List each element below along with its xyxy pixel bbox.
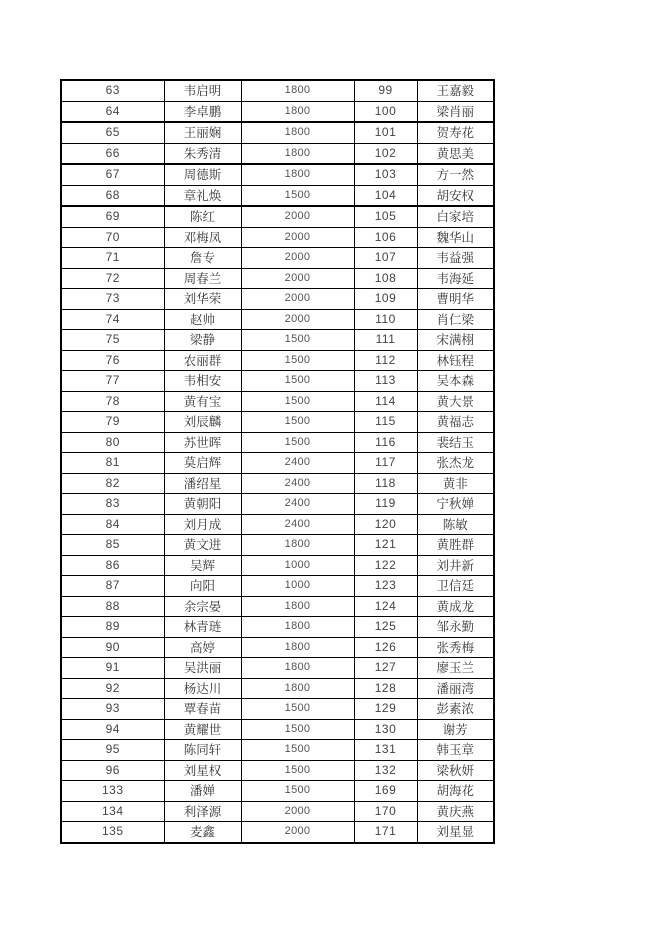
cell-number-right[interactable]: 132: [354, 760, 417, 781]
table-row: [61, 122, 494, 143]
cell-number-right[interactable]: 118: [354, 473, 417, 494]
table-row: [61, 514, 494, 535]
cell-number-right[interactable]: 103: [354, 164, 417, 185]
cell-name-right[interactable]: 彭素浓: [417, 699, 494, 720]
cell-number-right[interactable]: 121: [354, 535, 417, 556]
cell-number-right[interactable]: 125: [354, 617, 417, 638]
cell-name-right[interactable]: 方一然: [417, 164, 494, 185]
cell-amount[interactable]: 1800: [241, 122, 354, 143]
cell-amount[interactable]: 1500: [241, 719, 354, 740]
cell-amount[interactable]: 1500: [241, 432, 354, 453]
cell-amount[interactable]: 2000: [241, 309, 354, 330]
table-row: [61, 637, 494, 658]
cell-name-left[interactable]: 潘婵: [164, 781, 241, 802]
cell-name-left[interactable]: 莫启辉: [164, 453, 241, 474]
cell-number-right[interactable]: 117: [354, 453, 417, 474]
cell-number-left[interactable]: 64: [61, 101, 164, 122]
cell-number-left[interactable]: 86: [61, 555, 164, 576]
cell-name-right[interactable]: 贺寿花: [417, 122, 494, 143]
cell-number-left[interactable]: 85: [61, 535, 164, 556]
table-row: [61, 350, 494, 371]
table-row: [61, 101, 494, 122]
cell-name-left[interactable]: 杨达川: [164, 678, 241, 699]
cell-number-left[interactable]: 74: [61, 309, 164, 330]
table-row: [61, 185, 494, 206]
table-row: [61, 371, 494, 392]
table-row: [61, 617, 494, 638]
cell-number-right[interactable]: 112: [354, 350, 417, 371]
cell-name-right[interactable]: 谢芳: [417, 719, 494, 740]
cell-name-right[interactable]: 梁秋妍: [417, 760, 494, 781]
cell-name-left[interactable]: 高婷: [164, 637, 241, 658]
cell-name-left[interactable]: 吴辉: [164, 555, 241, 576]
cell-number-left[interactable]: 83: [61, 494, 164, 515]
cell-number-right[interactable]: 131: [354, 740, 417, 761]
cell-number-left[interactable]: 76: [61, 350, 164, 371]
cell-name-right[interactable]: 白家培: [417, 206, 494, 227]
cell-number-right[interactable]: 170: [354, 801, 417, 822]
cell-amount[interactable]: 1800: [241, 143, 354, 164]
cell-number-left[interactable]: 72: [61, 268, 164, 289]
cell-number-right[interactable]: 122: [354, 555, 417, 576]
cell-name-right[interactable]: 陈敏: [417, 514, 494, 535]
table-row: [61, 822, 494, 843]
cell-number-left[interactable]: 79: [61, 412, 164, 433]
cell-name-left[interactable]: 麦鑫: [164, 822, 241, 843]
cell-number-left[interactable]: 67: [61, 164, 164, 185]
cell-name-left[interactable]: 刘华荣: [164, 289, 241, 310]
table-row: [61, 453, 494, 474]
cell-number-right[interactable]: 124: [354, 596, 417, 617]
cell-name-left[interactable]: 利泽源: [164, 801, 241, 822]
cell-number-left[interactable]: 91: [61, 658, 164, 679]
cell-number-left[interactable]: 93: [61, 699, 164, 720]
cell-number-left[interactable]: 81: [61, 453, 164, 474]
cell-number-right[interactable]: 101: [354, 122, 417, 143]
cell-amount[interactable]: 1800: [241, 617, 354, 638]
table-row: [61, 719, 494, 740]
cell-number-left[interactable]: 90: [61, 637, 164, 658]
cell-number-left[interactable]: 66: [61, 143, 164, 164]
cell-number-left[interactable]: 65: [61, 122, 164, 143]
cell-amount[interactable]: 1500: [241, 740, 354, 761]
cell-amount[interactable]: 1000: [241, 576, 354, 597]
table-row: [61, 494, 494, 515]
cell-number-left[interactable]: 88: [61, 596, 164, 617]
cell-name-right[interactable]: 宁秋婵: [417, 494, 494, 515]
table-row: [61, 143, 494, 164]
cell-name-left[interactable]: 章礼焕: [164, 185, 241, 206]
cell-amount[interactable]: 1800: [241, 678, 354, 699]
cell-number-left[interactable]: 68: [61, 185, 164, 206]
cell-name-left[interactable]: 李卓鹏: [164, 101, 241, 122]
cell-amount[interactable]: 1500: [241, 350, 354, 371]
cell-name-right[interactable]: 廖玉兰: [417, 658, 494, 679]
table-row: [61, 596, 494, 617]
table-row: [61, 781, 494, 802]
table-row: [61, 227, 494, 248]
cell-name-right[interactable]: 曹明华: [417, 289, 494, 310]
table-body: [61, 80, 494, 843]
cell-name-left[interactable]: 邓梅凤: [164, 227, 241, 248]
cell-name-right[interactable]: 卫信廷: [417, 576, 494, 597]
table-row: [61, 309, 494, 330]
cell-amount[interactable]: 2000: [241, 801, 354, 822]
cell-number-right[interactable]: 100: [354, 101, 417, 122]
cell-name-right[interactable]: 韦海延: [417, 268, 494, 289]
cell-name-left[interactable]: 黄文进: [164, 535, 241, 556]
cell-amount[interactable]: 2000: [241, 206, 354, 227]
cell-amount[interactable]: 1800: [241, 596, 354, 617]
cell-amount[interactable]: 1500: [241, 330, 354, 351]
cell-number-right[interactable]: 102: [354, 143, 417, 164]
cell-name-left[interactable]: 詹专: [164, 248, 241, 269]
cell-number-left[interactable]: 69: [61, 206, 164, 227]
cell-amount[interactable]: 2000: [241, 248, 354, 269]
cell-name-left[interactable]: 刘月成: [164, 514, 241, 535]
cell-number-right[interactable]: 127: [354, 658, 417, 679]
cell-amount[interactable]: 1800: [241, 535, 354, 556]
cell-name-right[interactable]: 潘丽湾: [417, 678, 494, 699]
table-row: [61, 206, 494, 227]
cell-number-left[interactable]: 94: [61, 719, 164, 740]
cell-number-left[interactable]: 92: [61, 678, 164, 699]
cell-number-left[interactable]: 84: [61, 514, 164, 535]
cell-name-right[interactable]: 胡安权: [417, 185, 494, 206]
cell-amount[interactable]: 1500: [241, 391, 354, 412]
cell-name-right[interactable]: 韩玉章: [417, 740, 494, 761]
cell-number-left[interactable]: 133: [61, 781, 164, 802]
cell-amount[interactable]: 1800: [241, 80, 354, 101]
cell-number-right[interactable]: 114: [354, 391, 417, 412]
table-row: [61, 412, 494, 433]
cell-amount[interactable]: 1000: [241, 555, 354, 576]
table-row: [61, 330, 494, 351]
cell-name-right[interactable]: 梁肖丽: [417, 101, 494, 122]
cell-name-right[interactable]: 黄大景: [417, 391, 494, 412]
table-row: [61, 164, 494, 185]
cell-number-right[interactable]: 110: [354, 309, 417, 330]
cell-number-right[interactable]: 109: [354, 289, 417, 310]
cell-name-left[interactable]: 林青琏: [164, 617, 241, 638]
cell-name-right[interactable]: 黄庆燕: [417, 801, 494, 822]
cell-name-right[interactable]: 裴结玉: [417, 432, 494, 453]
cell-amount[interactable]: 2000: [241, 822, 354, 843]
cell-name-left[interactable]: 王丽娴: [164, 122, 241, 143]
cell-amount[interactable]: 2400: [241, 514, 354, 535]
cell-name-right[interactable]: 黄成龙: [417, 596, 494, 617]
cell-name-left[interactable]: 黄有宝: [164, 391, 241, 412]
table-row: [61, 576, 494, 597]
cell-number-right[interactable]: 128: [354, 678, 417, 699]
cell-amount[interactable]: 1500: [241, 781, 354, 802]
cell-name-left[interactable]: 农丽群: [164, 350, 241, 371]
table-row: [61, 535, 494, 556]
cell-amount[interactable]: 1500: [241, 760, 354, 781]
cell-number-right[interactable]: 99: [354, 80, 417, 101]
table-row: [61, 740, 494, 761]
cell-number-left[interactable]: 89: [61, 617, 164, 638]
cell-number-right[interactable]: 129: [354, 699, 417, 720]
cell-number-left[interactable]: 82: [61, 473, 164, 494]
cell-name-left[interactable]: 黄耀世: [164, 719, 241, 740]
cell-name-right[interactable]: 肖仁梁: [417, 309, 494, 330]
cell-name-left[interactable]: 吴洪丽: [164, 658, 241, 679]
cell-number-right[interactable]: 108: [354, 268, 417, 289]
cell-name-left[interactable]: 梁静: [164, 330, 241, 351]
cell-number-right[interactable]: 120: [354, 514, 417, 535]
cell-name-left[interactable]: 刘辰麟: [164, 412, 241, 433]
cell-name-left[interactable]: 陈同轩: [164, 740, 241, 761]
cell-name-right[interactable]: 黄思美: [417, 143, 494, 164]
cell-amount[interactable]: 1800: [241, 164, 354, 185]
table-row: [61, 432, 494, 453]
cell-number-left[interactable]: 135: [61, 822, 164, 843]
cell-number-right[interactable]: 171: [354, 822, 417, 843]
cell-number-left[interactable]: 71: [61, 248, 164, 269]
cell-number-left[interactable]: 63: [61, 80, 164, 101]
table-row: [61, 801, 494, 822]
table-row: [61, 658, 494, 679]
table-row: [61, 699, 494, 720]
cell-name-left[interactable]: 刘星权: [164, 760, 241, 781]
table-row: [61, 391, 494, 412]
cell-name-right[interactable]: 王嘉毅: [417, 80, 494, 101]
cell-name-right[interactable]: 邹永勤: [417, 617, 494, 638]
cell-amount[interactable]: 1500: [241, 412, 354, 433]
cell-number-right[interactable]: 169: [354, 781, 417, 802]
cell-name-right[interactable]: 宋满栩: [417, 330, 494, 351]
cell-name-left[interactable]: 黄朝阳: [164, 494, 241, 515]
cell-name-right[interactable]: 黄福志: [417, 412, 494, 433]
cell-number-right[interactable]: 104: [354, 185, 417, 206]
cell-number-left[interactable]: 75: [61, 330, 164, 351]
cell-number-right[interactable]: 126: [354, 637, 417, 658]
cell-name-right[interactable]: 魏华山: [417, 227, 494, 248]
cell-name-right[interactable]: 刘星显: [417, 822, 494, 843]
cell-number-left[interactable]: 80: [61, 432, 164, 453]
table-row: [61, 289, 494, 310]
cell-name-right[interactable]: 林钰程: [417, 350, 494, 371]
cell-number-left[interactable]: 77: [61, 371, 164, 392]
cell-name-left[interactable]: 余宗晏: [164, 596, 241, 617]
table-row: [61, 80, 494, 101]
cell-number-right[interactable]: 116: [354, 432, 417, 453]
cell-amount[interactable]: 2000: [241, 289, 354, 310]
cell-name-right[interactable]: 刘井新: [417, 555, 494, 576]
cell-number-right[interactable]: 111: [354, 330, 417, 351]
cell-amount[interactable]: 2000: [241, 227, 354, 248]
cell-number-right[interactable]: 113: [354, 371, 417, 392]
cell-amount[interactable]: 1800: [241, 658, 354, 679]
cell-name-right[interactable]: 吴本森: [417, 371, 494, 392]
cell-name-right[interactable]: 黄非: [417, 473, 494, 494]
cell-name-right[interactable]: 张秀梅: [417, 637, 494, 658]
cell-number-right[interactable]: 107: [354, 248, 417, 269]
cell-number-left[interactable]: 96: [61, 760, 164, 781]
table-row: [61, 248, 494, 269]
cell-amount[interactable]: 1500: [241, 699, 354, 720]
cell-number-left[interactable]: 70: [61, 227, 164, 248]
cell-number-right[interactable]: 106: [354, 227, 417, 248]
cell-amount[interactable]: 1500: [241, 185, 354, 206]
cell-name-left[interactable]: 向阳: [164, 576, 241, 597]
cell-name-left[interactable]: 覃春苗: [164, 699, 241, 720]
cell-number-left[interactable]: 95: [61, 740, 164, 761]
cell-amount[interactable]: 1800: [241, 101, 354, 122]
cell-name-left[interactable]: 朱秀清: [164, 143, 241, 164]
cell-amount[interactable]: 1800: [241, 637, 354, 658]
table-row: [61, 760, 494, 781]
table-row: [61, 473, 494, 494]
cell-name-left[interactable]: 周春兰: [164, 268, 241, 289]
cell-number-left[interactable]: 78: [61, 391, 164, 412]
cell-number-left[interactable]: 73: [61, 289, 164, 310]
cell-amount[interactable]: 2400: [241, 473, 354, 494]
cell-name-right[interactable]: 韦益强: [417, 248, 494, 269]
cell-name-left[interactable]: 赵帅: [164, 309, 241, 330]
cell-name-right[interactable]: 黄胜群: [417, 535, 494, 556]
cell-number-right[interactable]: 130: [354, 719, 417, 740]
cell-name-right[interactable]: 张杰龙: [417, 453, 494, 474]
cell-amount[interactable]: 1500: [241, 371, 354, 392]
cell-name-left[interactable]: 韦启明: [164, 80, 241, 101]
cell-amount[interactable]: 2400: [241, 494, 354, 515]
cell-number-left[interactable]: 134: [61, 801, 164, 822]
cell-name-left[interactable]: 周德斯: [164, 164, 241, 185]
cell-name-left[interactable]: 韦相安: [164, 371, 241, 392]
cell-number-left[interactable]: 87: [61, 576, 164, 597]
cell-name-left[interactable]: 潘绍星: [164, 473, 241, 494]
cell-amount[interactable]: 2400: [241, 453, 354, 474]
cell-number-right[interactable]: 119: [354, 494, 417, 515]
cell-amount[interactable]: 2000: [241, 268, 354, 289]
cell-name-right[interactable]: 胡海花: [417, 781, 494, 802]
table-row: [61, 268, 494, 289]
cell-name-left[interactable]: 陈红: [164, 206, 241, 227]
cell-number-right[interactable]: 115: [354, 412, 417, 433]
table-row: [61, 678, 494, 699]
data-table: [60, 79, 495, 844]
table-row: [61, 555, 494, 576]
cell-number-right[interactable]: 105: [354, 206, 417, 227]
cell-number-right[interactable]: 123: [354, 576, 417, 597]
cell-name-left[interactable]: 苏世晖: [164, 432, 241, 453]
